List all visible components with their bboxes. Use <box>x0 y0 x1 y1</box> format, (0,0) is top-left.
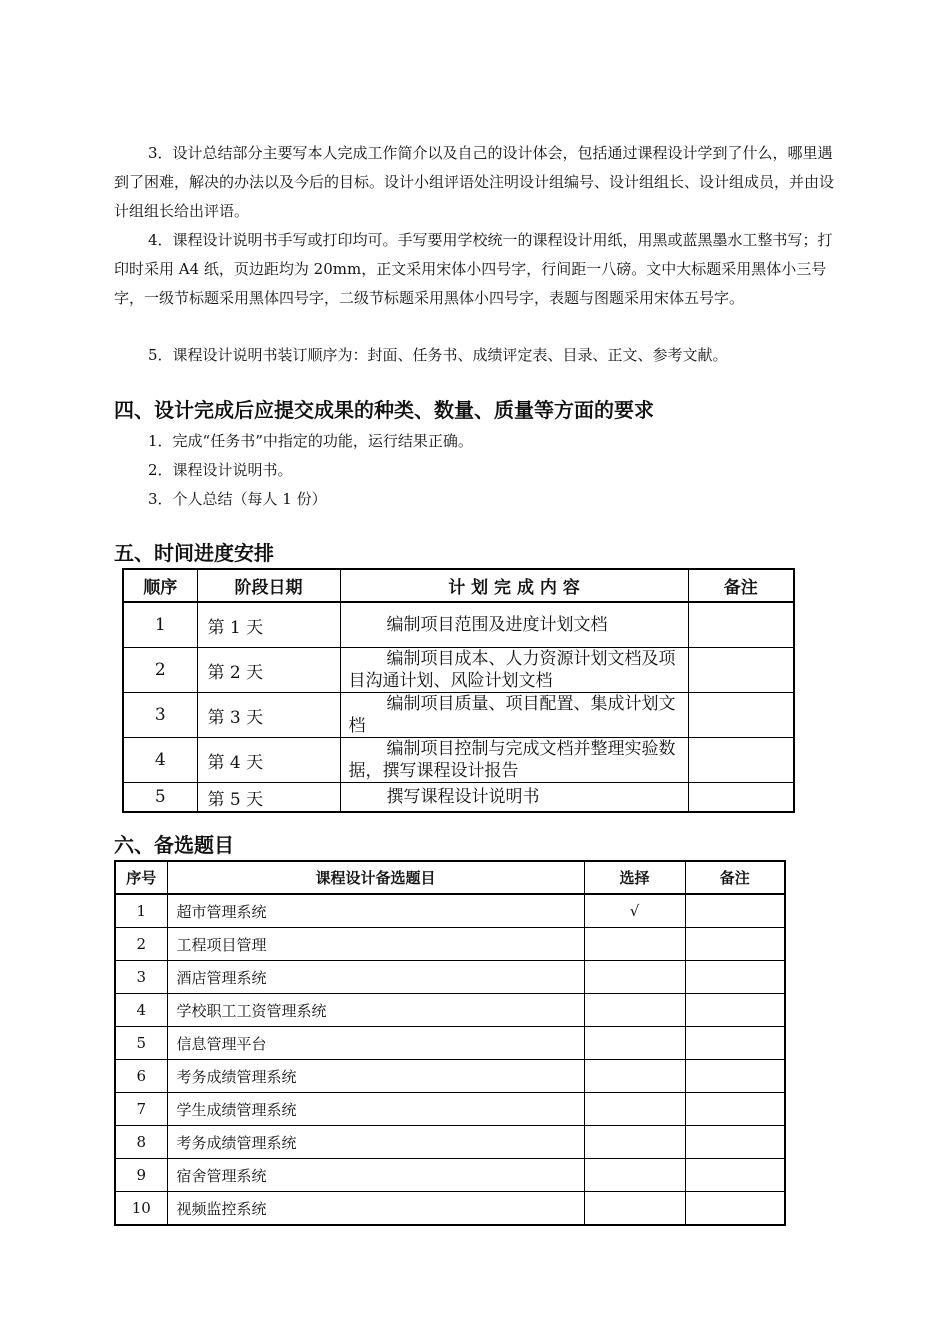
topic-note <box>685 928 785 961</box>
topic-select <box>584 961 685 994</box>
col-header-note: 备注 <box>685 861 785 894</box>
topic-no: 3 <box>115 961 167 994</box>
topic-select <box>584 1027 685 1060</box>
schedule-row <box>123 783 794 813</box>
topic-no: 5 <box>115 1027 167 1060</box>
topic-note <box>685 1126 785 1159</box>
schedule-row <box>123 738 794 783</box>
topic-no: 8 <box>115 1126 167 1159</box>
topic-note <box>685 1093 785 1126</box>
section-4-heading: 四、设计完成后应提交成果的种类、数量、质量等方面的要求 <box>114 398 654 422</box>
requirement-item: 3．个人总结（每人 1 份） <box>148 490 327 508</box>
topic-note <box>685 994 785 1027</box>
topic-select <box>584 1126 685 1159</box>
topic-note <box>685 1159 785 1192</box>
schedule-note <box>688 648 794 693</box>
paragraph-4: 4．课程设计说明书手写或打印均可。手写要用学校统一的课程设计用纸，用黑或蓝黑墨水工整书写；打印时采用 A4 纸，页边距均为 20mm，正文采用宋体小四号字，行间距一八磅。文中大标题采用黑体小三号字，一级节标题采用黑体四号字，二级节标题采用黑体小四号字，表题与图题采用宋体五号字。 <box>114 231 833 307</box>
schedule-row <box>123 693 794 738</box>
schedule-row <box>123 648 794 693</box>
schedule-header-row <box>123 569 794 602</box>
col-header-topic: 课程设计备选题目 <box>167 861 584 894</box>
topic-note <box>685 961 785 994</box>
topic-title: 考务成绩管理系统 <box>167 1126 584 1159</box>
col-header-content: 计 划 完 成 内 容 <box>340 569 688 602</box>
topic-note <box>685 1192 785 1226</box>
topic-title: 宿舍管理系统 <box>167 1159 584 1192</box>
topics-header-row <box>115 861 785 894</box>
topic-select <box>584 1093 685 1126</box>
topic-note <box>685 1027 785 1060</box>
topic-row <box>115 1027 785 1060</box>
topic-title: 信息管理平台 <box>167 1027 584 1060</box>
schedule-content: 编制项目范围及进度计划文档 <box>340 602 688 648</box>
topic-row <box>115 928 785 961</box>
topic-no: 1 <box>115 894 167 928</box>
col-header-date: 阶段日期 <box>197 569 340 602</box>
schedule-row <box>123 602 794 648</box>
schedule-no: 4 <box>123 738 197 783</box>
topic-no: 4 <box>115 994 167 1027</box>
schedule-date: 第 1 天 <box>197 602 340 648</box>
paragraph-5: 5．课程设计说明书装订顺序为：封面、任务书、成绩评定表、目录、正文、参考文献。 <box>148 346 728 364</box>
topic-row <box>115 994 785 1027</box>
topic-title: 视频监控系统 <box>167 1192 584 1226</box>
topic-select <box>584 928 685 961</box>
schedule-no: 5 <box>123 783 197 813</box>
col-header-note: 备注 <box>688 569 794 602</box>
col-header-order: 顺序 <box>123 569 197 602</box>
schedule-no: 1 <box>123 602 197 648</box>
schedule-note <box>688 738 794 783</box>
topic-title: 超市管理系统 <box>167 894 584 928</box>
topic-title: 学生成绩管理系统 <box>167 1093 584 1126</box>
topic-title: 学校职工工资管理系统 <box>167 994 584 1027</box>
topic-select: √ <box>584 894 685 928</box>
topic-no: 10 <box>115 1192 167 1226</box>
requirement-item: 1．完成“任务书”中指定的功能，运行结果正确。 <box>148 432 473 450</box>
topic-select <box>584 1060 685 1093</box>
schedule-content: 编制项目质量、项目配置、集成计划文档 <box>340 693 688 738</box>
schedule-content: 撰写课程设计说明书 <box>340 783 688 813</box>
schedule-date: 第 3 天 <box>197 693 340 738</box>
requirement-item: 2．课程设计说明书。 <box>148 461 293 479</box>
col-header-select: 选择 <box>584 861 685 894</box>
schedule-date: 第 2 天 <box>197 648 340 693</box>
topic-row <box>115 894 785 928</box>
schedule-table <box>122 568 795 813</box>
schedule-no: 3 <box>123 693 197 738</box>
topic-title: 酒店管理系统 <box>167 961 584 994</box>
topic-row <box>115 961 785 994</box>
schedule-note <box>688 783 794 813</box>
topic-row <box>115 1159 785 1192</box>
topic-no: 2 <box>115 928 167 961</box>
schedule-date: 第 4 天 <box>197 738 340 783</box>
topic-note <box>685 894 785 928</box>
topic-title: 工程项目管理 <box>167 928 584 961</box>
topic-row <box>115 1126 785 1159</box>
topic-select <box>584 1192 685 1226</box>
topic-select <box>584 994 685 1027</box>
topic-row <box>115 1192 785 1226</box>
schedule-date: 第 5 天 <box>197 783 340 813</box>
schedule-note <box>688 602 794 648</box>
topic-row <box>115 1093 785 1126</box>
schedule-no: 2 <box>123 648 197 693</box>
topic-select <box>584 1159 685 1192</box>
topic-title: 考务成绩管理系统 <box>167 1060 584 1093</box>
topic-no: 7 <box>115 1093 167 1126</box>
topic-row <box>115 1060 785 1093</box>
schedule-note <box>688 693 794 738</box>
section-6-heading: 六、备选题目 <box>114 833 234 857</box>
topic-no: 6 <box>115 1060 167 1093</box>
schedule-content: 编制项目控制与完成文档并整理实验数据，撰写课程设计报告 <box>340 738 688 783</box>
col-header-no: 序号 <box>115 861 167 894</box>
section-5-heading: 五、时间进度安排 <box>114 541 274 565</box>
topic-no: 9 <box>115 1159 167 1192</box>
schedule-content: 编制项目成本、人力资源计划文档及项目沟通计划、风险计划文档 <box>340 648 688 693</box>
topics-table <box>114 860 786 1226</box>
paragraph-3: 3．设计总结部分主要写本人完成工作简介以及自己的设计体会，包括通过课程设计学到了什么，哪里遇到了困难，解决的办法以及今后的目标。设计小组评语处注明设计组编号、设计组组长、设计组成员，并由设计组组长给出评语。 <box>114 144 835 220</box>
topic-note <box>685 1060 785 1093</box>
